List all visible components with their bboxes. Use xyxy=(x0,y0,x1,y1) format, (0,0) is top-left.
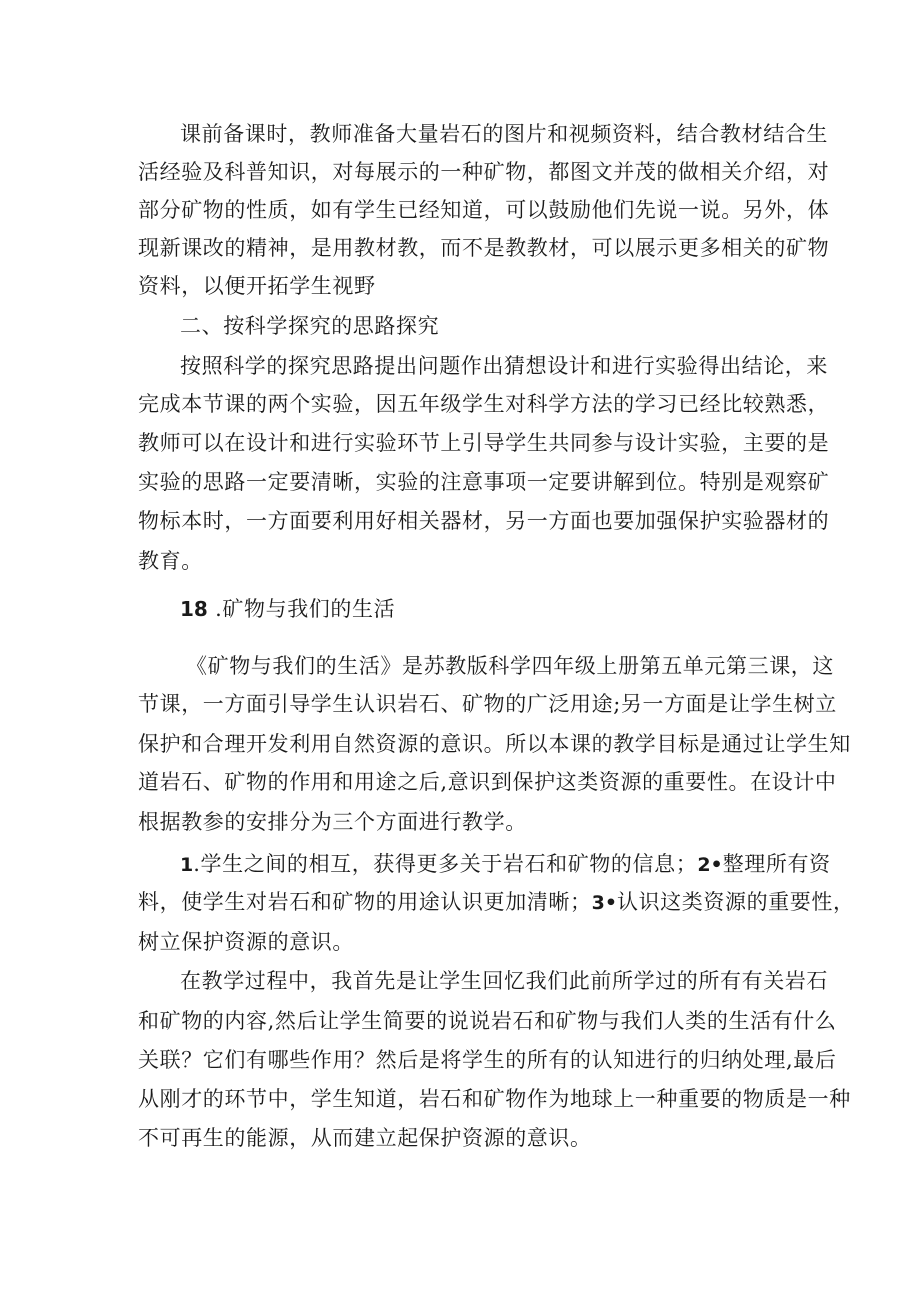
goal-2-text-cont: 料，使学生对岩石和矿物的用途认识更加清晰； xyxy=(138,890,592,914)
goals-line-3: 树立保护资源的意识。 xyxy=(138,930,354,954)
paragraph-3-line-3: 保护和合理开发利用自然资源的意识。所以本课的教学目标是通过让学生知 xyxy=(138,732,851,756)
paragraph-4-line-4: 从刚才的环节中，学生知道，岩石和矿物作为地球上一种重要的物质是一种 xyxy=(138,1087,851,1111)
paragraph-1-line-3: 部分矿物的性质，如有学生已经知道，可以鼓励他们先说一说。另外，体 xyxy=(138,198,830,222)
paragraph-4-line-5: 不可再生的能源，从而建立起保护资源的意识。 xyxy=(138,1126,592,1150)
goal-3-text: 认识这类资源的重要性， xyxy=(616,890,855,914)
paragraph-2-line-5: 物标本时，一方面要利用好相关器材，另一方面也要加强保护实验器材的 xyxy=(138,509,830,533)
paragraph-2-line-1: 按照科学的探究思路提出问题作出猜想设计和进行实验得出结论，来 xyxy=(180,354,828,378)
paragraph-1-line-5: 资料，以便开拓学生视野 xyxy=(138,274,376,298)
section-heading: 二、按科学探究的思路探究 xyxy=(180,314,440,338)
paragraph-3-line-2: 节课，一方面引导学生认识岩石、矿物的广泛用途;另一方面是让学生树立 xyxy=(138,692,837,716)
paragraph-1-line-1: 课前备课时，教师准备大量岩石的图片和视频资料，结合教材结合生 xyxy=(180,122,828,146)
goal-1-number: 1 xyxy=(180,854,194,876)
paragraph-3-line-5: 根据教参的安排分为三个方面进行教学。 xyxy=(138,810,527,834)
paragraph-1-line-4: 现新课改的精神，是用教材教，而不是教教材，可以展示更多相关的矿物 xyxy=(138,236,830,260)
paragraph-3-line-4: 道岩石、矿物的作用和用途之后,意识到保护这类资源的重要性。在设计中 xyxy=(138,770,837,794)
goal-1-text: .学生之间的相互，获得更多关于岩石和矿物的信息； xyxy=(193,852,698,876)
paragraph-4-line-2: 和矿物的内容,然后让学生简要的说说岩石和矿物与我们人类的生活有什么 xyxy=(138,1009,837,1033)
goals-line-1 xyxy=(180,849,831,880)
paragraph-4-line-1: 在教学过程中，我首先是让学生回忆我们此前所学过的所有有关岩石 xyxy=(180,969,828,993)
lesson-heading xyxy=(180,594,395,624)
goals-line-2 xyxy=(138,887,855,918)
lesson-title: .矿物与我们的生活 xyxy=(215,597,396,621)
lesson-number: 18 xyxy=(180,597,208,621)
goal-2-number: 2• xyxy=(697,854,723,876)
paragraph-2-line-3: 教师可以在设计和进行实验环节上引导学生共同参与设计实验，主要的是 xyxy=(138,431,830,455)
paragraph-3-line-1: 《矿物与我们的生活》是苏教版科学四年级上册第五单元第三课，这 xyxy=(186,654,834,678)
paragraph-2-line-6: 教育。 xyxy=(138,549,203,573)
paragraph-4-line-3: 关联？它们有哪些作用？然后是将学生的所有的认知进行的归纳处理,最后 xyxy=(138,1048,837,1072)
paragraph-2-line-2: 完成本节课的两个实验，因五年级学生对科学方法的学习已经比较熟悉， xyxy=(138,392,830,416)
goal-3-number: 3• xyxy=(591,892,617,914)
paragraph-1-line-2: 活经验及科普知识，对每展示的一种矿物，都图文并茂的做相关介绍，对 xyxy=(138,160,830,184)
goal-2-text: 整理所有资 xyxy=(722,852,831,876)
paragraph-2-line-4: 实验的思路一定要清晰，实验的注意事项一定要讲解到位。特别是观察矿 xyxy=(138,470,830,494)
